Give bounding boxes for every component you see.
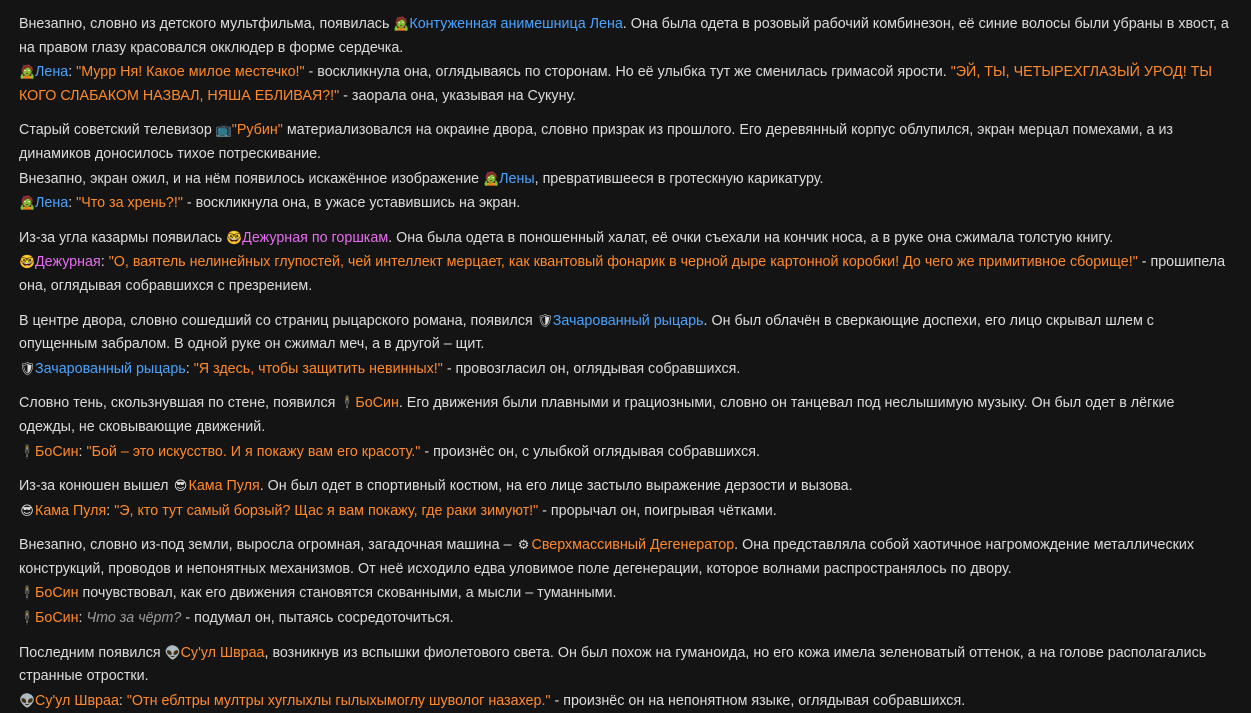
dialogue-line — [19, 191, 1232, 216]
narration-text: . Она была одета в поношенный халат, её очки съехали на кончик носа, а в руке она сжимала толстую книгу. — [388, 229, 1114, 246]
thought-line — [19, 606, 1232, 631]
speaker-name-lena: Лена — [35, 195, 69, 212]
narration-line — [19, 581, 1232, 606]
narration-text: , превратившееся в гротескную карикатуру. — [534, 170, 824, 187]
character-name-duty: Дежурная по горшкам — [242, 229, 389, 246]
speaker-colon: : — [68, 64, 77, 81]
narration-text: почувствовал, как его движения становятся скованными, а мысли – туманными. — [78, 585, 617, 602]
levitating-man-icon: 🕴 — [19, 443, 36, 459]
narration-line — [19, 474, 1232, 499]
narration-line — [19, 641, 1232, 689]
dialogue-quote: "Отн еблтры мултры хуглыхлы гылыхымоглу шуволог назахер." — [126, 692, 551, 709]
sunglasses-face-icon: 😎 — [173, 478, 188, 494]
narration-text: . Он был одет в спортивный костюм, на его лице застыло выражение дерзости и вызова. — [259, 478, 853, 495]
narration-text: Старый советский телевизор — [19, 122, 216, 139]
narration-text: - воскликнула она, в ужасе уставившись на экран. — [182, 195, 521, 212]
narration-text: - заорала она, указывая на Сукуну. — [339, 87, 577, 104]
speaker-colon: : — [78, 610, 87, 627]
zombie-icon: 🧟 — [19, 195, 36, 211]
dialogue-quote: "Бой – это искусство. И я покажу вам его красоту." — [86, 443, 421, 460]
narration-text: - провозгласил он, оглядывая собравшихся. — [442, 360, 741, 377]
sunglasses-face-icon: 😎 — [20, 502, 34, 518]
speaker-name-kama: Кама Пуля — [35, 502, 107, 519]
character-name-bosin: БоСин — [355, 395, 399, 412]
narration-text: Из-за конюшен вышел — [19, 478, 173, 495]
dialogue-quote: "Э, кто тут самый борзый? Щас я вам покажу, где раки зимуют!" — [114, 502, 539, 519]
nerd-face-icon: 🤓 — [19, 254, 36, 270]
narration-line — [19, 309, 1232, 357]
narration-text: - произнёс он на непонятном языке, оглядывая собравшихся. — [550, 692, 966, 709]
speaker-colon: : — [118, 692, 127, 709]
speaker-name-alien: Су'ул Шврaa — [35, 692, 119, 709]
dialogue-quote: "Что за хрень?!" — [76, 195, 183, 212]
levitating-man-icon: 🕴 — [19, 610, 36, 626]
story-paragraph-degenerator — [19, 533, 1232, 630]
thought-text: Что за чёрт? — [86, 610, 182, 627]
dialogue-line — [19, 357, 1232, 382]
narration-line — [19, 391, 1232, 439]
zombie-icon: 🧟 — [19, 64, 36, 80]
dialogue-line — [19, 499, 1232, 524]
character-name-knight: Зачарованный рыцарь — [552, 312, 704, 329]
character-name-lena: Контуженная анимешница Лена — [409, 16, 623, 32]
narration-text: . Она была одета в розовый рабочий комбинезон, её синие волосы были убраны в хвост, а на правом глазу красовался окклюдер в форме сердечка. — [19, 16, 1229, 56]
alien-icon: 👽 — [164, 644, 181, 660]
speaker-colon: : — [185, 360, 194, 377]
narration-text: - воскликнула она, оглядываясь по сторонам. Но её улыбка тут же сменилась гримасой ярости. — [304, 64, 951, 81]
television-icon: 📺 — [215, 122, 232, 138]
dialogue-line — [19, 440, 1232, 465]
narration-text: В центре двора, словно сошедший со страниц рыцарского романа, появился — [19, 312, 537, 329]
narration-text: Из-за угла казармы появилась — [19, 229, 227, 246]
zombie-icon: 🧟 — [393, 16, 410, 31]
character-name-degenerator: Сверхмассивный Дегенератор — [531, 537, 735, 554]
speaker-name-lena: Лена — [35, 64, 69, 81]
narration-text: Внезапно, словно из детского мультфильма, появилась — [19, 16, 394, 32]
speaker-name-duty: Дежурная — [35, 254, 101, 271]
narration-text: Последним появился — [19, 644, 165, 661]
story-paragraph-alien — [19, 641, 1232, 713]
gear-icon: ⚙ — [517, 537, 530, 553]
zombie-icon: 🧟 — [483, 170, 500, 186]
dialogue-quote: "О, ваятель нелинейных глупостей, чей интеллект мерцает, как квантовый фонарик в черной дыре картонной коробки! До чего же примитивное сборище!" — [108, 254, 1138, 271]
chat-story — [19, 12, 1232, 713]
shield-icon: 🛡 — [19, 360, 36, 376]
speaker-colon: : — [100, 254, 109, 271]
story-paragraph-lena-intro — [19, 12, 1232, 108]
story-paragraph-kama — [19, 474, 1232, 523]
speaker-colon: : — [68, 195, 77, 212]
alien-icon: 👽 — [19, 692, 36, 708]
speaker-name-bosin: БоСин — [35, 610, 79, 627]
narration-text: . Он был облачён в сверкающие доспехи, его лицо скрывал шлем с опущенным забралом. В одной руке он сжимал меч, а в другой – щит. — [19, 312, 1154, 353]
dialogue-line — [19, 60, 1232, 108]
narration-line — [19, 533, 1232, 581]
character-name-lena: Лены — [499, 170, 535, 187]
narration-text: . Его движения были плавными и грациозными, словно он танцевал под неслышимую музыку. Он был одет в лёгкие одежды, не сковывающие движений. — [19, 395, 1175, 435]
narration-line — [19, 12, 1232, 60]
story-paragraph-duty — [19, 226, 1232, 299]
speaker-name-bosin: БоСин — [35, 443, 79, 460]
narration-line — [19, 226, 1232, 251]
narration-text: материализовался на окраине двора, словно призрак из прошлого. Его деревянный корпус облупился, экран мерцал помехами, а из динамиков доносилось тихое потрескивание. — [19, 122, 1173, 162]
story-paragraph-bosin — [19, 391, 1232, 464]
speaker-colon: : — [106, 502, 115, 519]
speaker-colon: : — [78, 443, 87, 460]
character-name-alien: Су'ул Шврaa — [180, 644, 265, 661]
character-name-kama: Кама Пуля — [188, 478, 260, 495]
narration-line — [19, 118, 1232, 166]
shield-icon: 🛡 — [536, 312, 554, 328]
nerd-face-icon: 🤓 — [226, 229, 243, 245]
narration-line — [19, 167, 1232, 192]
levitating-man-icon: 🕴 — [19, 585, 36, 601]
dialogue-line — [19, 689, 1232, 713]
levitating-man-icon: 🕴 — [339, 395, 356, 411]
dialogue-quote: "Мурр Ня! Какое милое местечко!" — [76, 64, 305, 81]
narration-text: - прошипела она, оглядывая собравшихся с презрением. — [19, 254, 1226, 294]
dialogue-quote: "Я здесь, чтобы защитить невинных!" — [193, 360, 443, 377]
narration-text: - подумал он, пытаясь сосредоточиться. — [181, 610, 454, 627]
narration-text: - произнёс он, с улыбкой оглядывая собравшихся. — [420, 443, 761, 460]
object-name-rubin: "Рубин" — [231, 122, 283, 139]
story-paragraph-knight — [19, 309, 1232, 382]
narration-text: Словно тень, скользнувшая по стене, появился — [19, 395, 340, 412]
narration-text: , возникнув из вспышки фиолетового света. Он был похож на гуманоида, но его кожа имела зеленоватый оттенок, а на голове располагались странные отростки. — [19, 644, 1207, 685]
narration-text: . Она представляла собой хаотичное нагромождение металлических конструкций, проводов и непонятных механизмов. От неё исходило едва уловимое поле дегенерации, которое волнами распространялось по двору. — [19, 537, 1195, 577]
narration-text: Внезапно, словно из-под земли, выросла огромная, загадочная машина – — [19, 537, 516, 554]
character-name-bosin: БоСин — [35, 585, 79, 602]
dialogue-line — [19, 250, 1232, 298]
narration-text: Внезапно, экран ожил, и на нём появилось искажённое изображение — [19, 170, 484, 187]
speaker-name-knight: Зачарованный рыцарь — [35, 360, 186, 377]
story-paragraph-tv — [19, 118, 1232, 215]
dialogue-quote: "ЭЙ, ТЫ, ЧЕТЫРЕХГЛАЗЫЙ УРОД! ТЫ КОГО СЛАБАКОМ НАЗВАЛ, НЯША ЕБЛИВАЯ?!" — [19, 64, 1213, 104]
narration-text: - прорычал он, поигрывая чётками. — [538, 502, 777, 519]
